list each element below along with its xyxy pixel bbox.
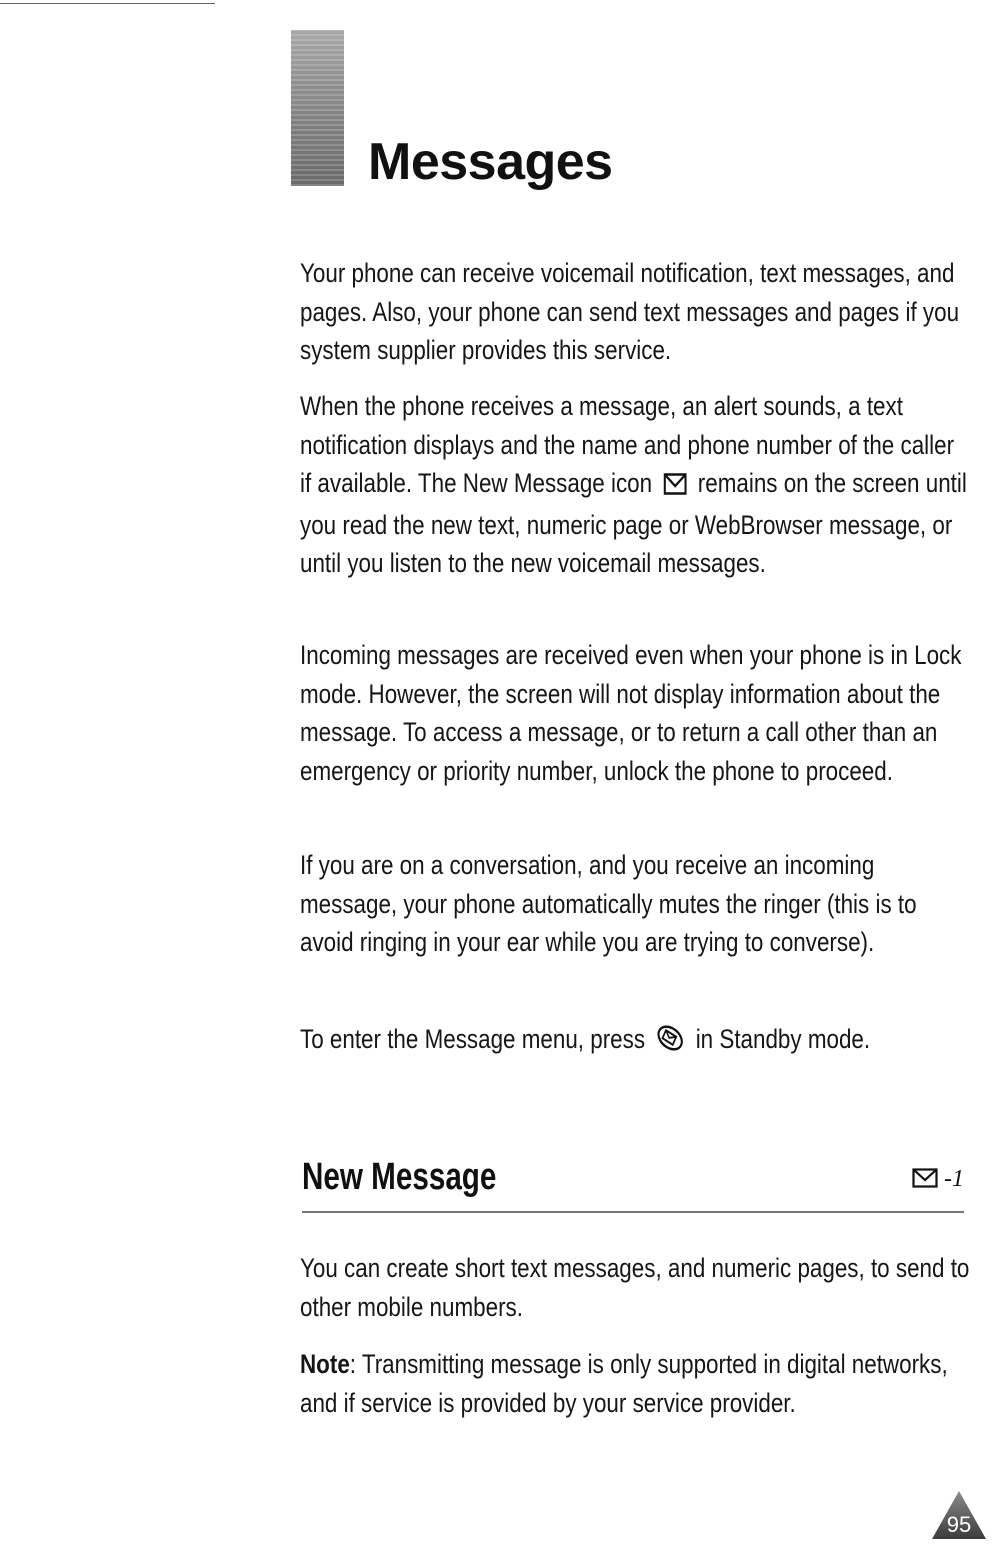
section-paragraph-1: You can create short text messages, and numeric pages, to send to other mobile numbers. bbox=[300, 1253, 970, 1322]
section-title: New Message bbox=[302, 1156, 497, 1198]
note-paragraph bbox=[300, 1345, 970, 1422]
section-header-new-message bbox=[302, 1155, 964, 1213]
page-number: 95 bbox=[946, 1512, 972, 1537]
intro-paragraph-5-text-a: To enter the Message menu, press bbox=[300, 1024, 646, 1054]
page-number-badge bbox=[930, 1489, 988, 1541]
note-text: : Transmitting message is only supported in digital networks, and if service is provided by your service provider. bbox=[300, 1349, 948, 1418]
chapter-marker-block bbox=[291, 30, 344, 186]
intro-paragraph-5 bbox=[300, 1020, 970, 1062]
section-divider bbox=[302, 1211, 964, 1213]
menu-shortcut-number: -1 bbox=[944, 1166, 964, 1192]
note-label: Note bbox=[300, 1349, 350, 1379]
envelope-icon bbox=[912, 1168, 938, 1188]
chapter-title: Messages bbox=[368, 133, 613, 191]
intro-paragraph-2-text-b: remains on the screen until you read the new text, numeric page or WebBrowser message, or until you listen to the new voicemail messages. bbox=[300, 468, 967, 578]
intro-paragraph-1: Your phone can receive voicemail notification, text messages, and pages. Also, your phone can send text messages and pages if you system supplier provides this service. bbox=[300, 258, 960, 365]
intro-paragraph-2-text-a: When the phone receives a message, an alert sounds, a text notification displays and the name and phone number of the caller if available. The New Message icon bbox=[300, 391, 955, 498]
intro-paragraph-4: If you are on a conversation, and you receive an incoming message, your phone automatically mutes the ringer (this is to avoid ringing in your ear while you are trying to converse). bbox=[300, 850, 917, 957]
top-rule bbox=[0, 3, 215, 4]
message-key-icon bbox=[656, 1023, 684, 1062]
intro-paragraph-2 bbox=[300, 387, 970, 583]
intro-paragraph-3: Incoming messages are received even when your phone is in Lock mode. However, the screen will not display information about the message. To access a message, or to return a call other than an emergency or priority number, unlock the phone to proceed. bbox=[300, 640, 962, 786]
menu-shortcut bbox=[912, 1167, 964, 1191]
envelope-icon bbox=[663, 467, 686, 506]
intro-paragraph-5-text-b: in Standby mode. bbox=[695, 1024, 871, 1054]
